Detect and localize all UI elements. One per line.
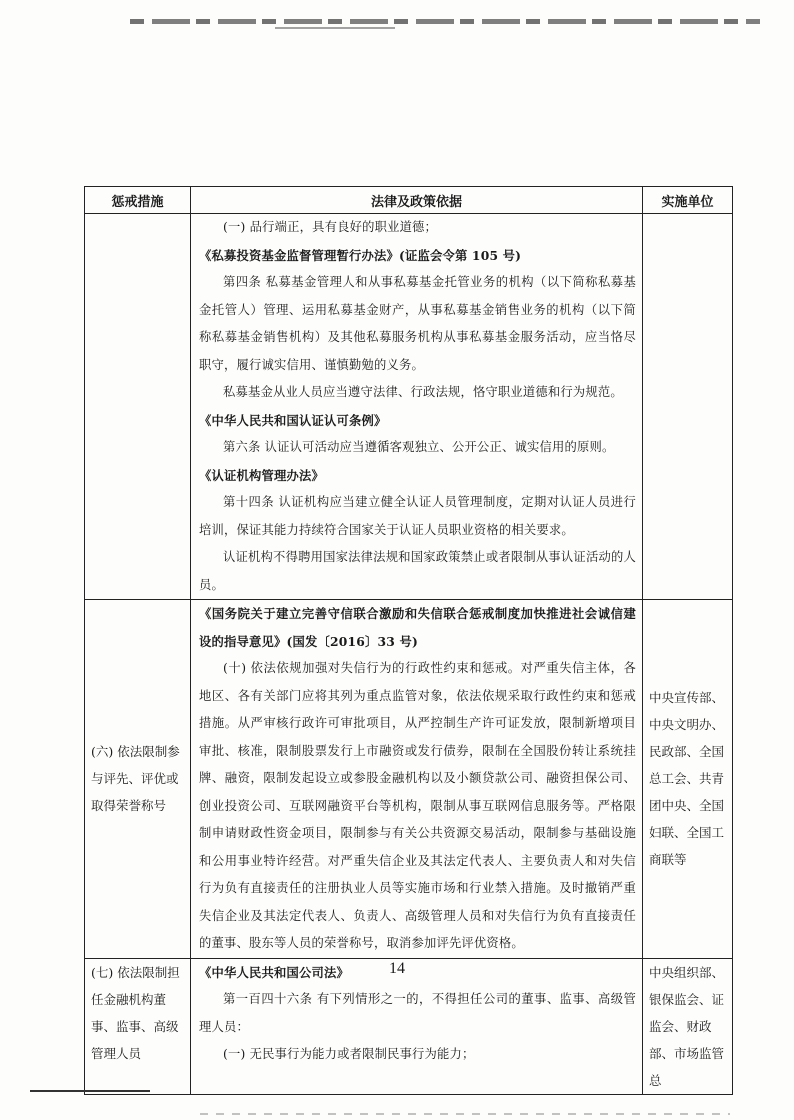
table-row bbox=[85, 214, 733, 600]
table-row bbox=[85, 958, 733, 1094]
law-title: 《中华人民共和国认证认可条例》 bbox=[199, 412, 387, 428]
law-paragraph: 第十四条 认证机构应当建立健全认证人员管理制度，定期对认证人员进行培训，保证其能力持续符合国家关于认证人员职业资格的相关要求。 bbox=[199, 495, 636, 537]
scan-artifact-bottom-2 bbox=[200, 1113, 730, 1115]
table-header-row bbox=[85, 187, 733, 214]
header-measures: 惩戒措施 bbox=[85, 187, 191, 214]
header-legal-basis: 法律及政策依据 bbox=[191, 187, 643, 214]
law-title: 《私募投资基金监督管理暂行办法》(证监会令第 105 号) bbox=[199, 247, 522, 263]
scan-artifact-top-2 bbox=[275, 27, 395, 29]
law-paragraph: 认证机构不得聘用国家法律法规和国家政策禁止或者限制从事认证活动的人员。 bbox=[199, 550, 636, 592]
measure-cell bbox=[85, 214, 191, 600]
scan-artifact-top bbox=[130, 19, 760, 24]
law-paragraph: 第一百四十六条 有下列情形之一的，不得担任公司的董事、监事、高级管理人员： bbox=[199, 992, 636, 1034]
units-cell bbox=[643, 214, 733, 600]
law-paragraph: 私募基金从业人员应当遵守法律、行政法规，恪守职业道德和行为规范。 bbox=[223, 385, 623, 399]
measure-cell: (七) 依法限制担任金融机构董事、监事、高级管理人员 bbox=[85, 958, 191, 1094]
penalty-measures-table bbox=[84, 186, 733, 1095]
legal-basis-cell bbox=[191, 600, 643, 959]
law-title: 《认证机构管理办法》 bbox=[199, 467, 324, 483]
law-title: 《国务院关于建立完善守信联合激励和失信联合惩戒制度加快推进社会诚信建设的指导意见》(国发〔2016〕33 号) bbox=[199, 606, 636, 649]
measure-cell: (六) 依法限制参与评先、评优或取得荣誉称号 bbox=[85, 600, 191, 959]
law-paragraph: 第六条 认证认可活动应当遵循客观独立、公开公正、诚实信用的原则。 bbox=[223, 440, 615, 454]
law-paragraph: (十) 依法依规加强对失信行为的行政性约束和惩戒。对严重失信主体，各地区、各有关部门应将其列为重点监管对象，依法依规采取行政性约束和惩戒措施。从严审核行政许可审批项目，从严控制生产许可证发放，限制新增项目审批、核准，限制股票发行上市融资或发行债券，限制在全国股份转让系统挂牌、融资，限制发起设立或参股金融机构以及小额贷款公司、融资担保公司、创业投资公司、互联网融资平台等机构，限制从事互联网信息服务等。严格限制申请财政性资金项目，限制参与有关公共资源交易活动，限制参与基础设施和公用事业特许经营。对严重失信企业及其法定代表人、主要负责人和对失信行为负有直接责任的注册执业人员等实施市场和行业禁入措施。及时撤销严重失信企业及其法定代表人、负责人、高级管理人员和对失信行为负有直接责任的董事、股东等人员的荣誉称号，取消参加评先评优资格。 bbox=[199, 661, 636, 950]
legal-basis-cell bbox=[191, 214, 643, 600]
units-cell: 中央组织部、银保监会、证监会、财政部、市场监管总 bbox=[643, 958, 733, 1094]
units-cell: 中央宣传部、中央文明办、民政部、全国总工会、共青团中央、全国妇联、全国工商联等 bbox=[643, 600, 733, 959]
header-implementing-units: 实施单位 bbox=[643, 187, 733, 214]
table-row bbox=[85, 600, 733, 959]
scan-artifact-bottom bbox=[30, 1090, 150, 1092]
law-paragraph: 第四条 私募基金管理人和从事私募基金托管业务的机构（以下简称私募基金托管人）管理、运用私募基金财产，从事私募基金销售业务的机构（以下简称私募基金销售机构）及其他私募服务机构从事私募基金服务活动，应当恪尽职守，履行诚实信用、谨慎勤勉的义务。 bbox=[199, 275, 636, 372]
law-title: 《中华人民共和国公司法》 bbox=[199, 964, 349, 980]
legal-basis-cell bbox=[191, 958, 643, 1094]
law-paragraph: (一) 品行端正，具有良好的职业道德； bbox=[223, 220, 438, 234]
page-number: 14 bbox=[389, 960, 405, 977]
law-paragraph: (一) 无民事行为能力或者限制民事行为能力； bbox=[223, 1047, 475, 1061]
